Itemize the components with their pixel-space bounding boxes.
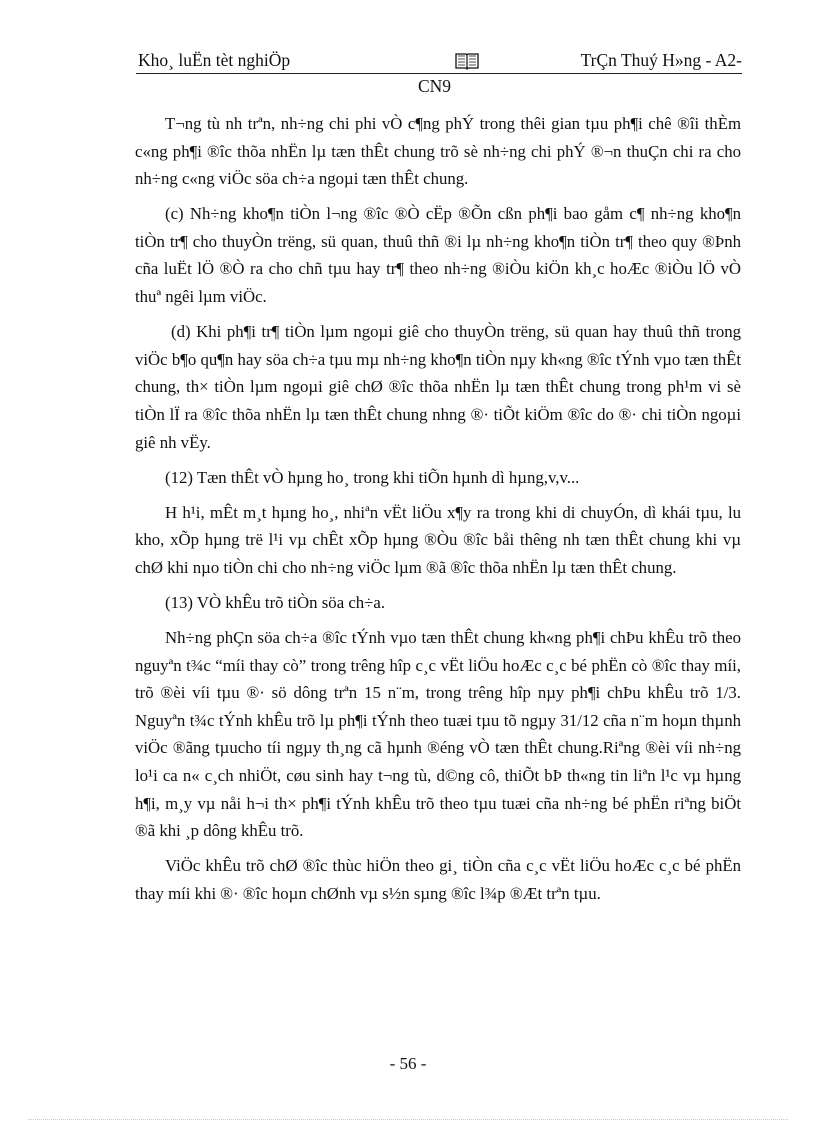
- header-thesis-title: Kho¸ luËn tèt nghiÖp: [138, 50, 291, 70]
- document-body: [135, 110, 741, 915]
- page-number: - 56 -: [389, 1054, 427, 1073]
- paragraph: H h¹i, mÊt m¸t hµng ho¸, nhiªn vËt liÖu x¶y ra trong khi di chuyÓn, dì khái tµu, lu kho, xÕp hµng trë l¹i vµ chÊt xÕp hµng ®Òu ®îc båi thêng nh tæn thÊt chung khi vµ chØ khi nµo tiÒn chi cho nh÷ng viÖc lµm ®ã ®îc thõa nhËn lµ tæn thÊt chung.: [135, 502, 741, 577]
- book-icon: [454, 51, 480, 71]
- paragraph: ViÖc khÊu trõ chØ ®îc thùc hiÖn theo gi¸ tiÒn cña c¸c vËt liÖu hoÆc c¸c bé phËn thay míi khi ®· ®îc hoµn chØnh vµ s½n sµng ®îc l¾p ®Æt trªn tµu.: [135, 856, 741, 903]
- paragraph: (c) Nh÷ng kho¶n tiÒn l¬ng ®îc ®Ò cËp ®Õn cßn ph¶i bao gåm c¶ nh÷ng kho¶n tiÒn tr¶ cho thuyÒn trëng, sü quan, thuû thñ ®i lµ nh÷ng kho¶n tiÒn tr¶ theo quy ®Þnh cña luËt lÖ ®Ò ra cho chñ tµu hay tr¶ theo nh÷ng ®iÒu kiÖn kh¸c hoÆc ®iÒu lÖ vÒ thuª ngêi lµm viÖc.: [135, 204, 741, 307]
- header-rule: [136, 73, 742, 74]
- paragraph: (d) Khi ph¶i tr¶ tiÒn lµm ngoµi giê cho thuyÒn trëng, sü quan hay thuû thñ trong viÖc b¶o qu¶n hay söa ch÷a tµu mµ nh÷ng kho¶n tiÒn nµy kh«ng ®îc tÝnh vµo tæn thÊt chung, th× tiÒn lµm ngoµi giê chØ ®îc thõa nhËn lµ tæn thÊt chung trong ph¹m vi sè tiÒn lÏ ra ®îc thõa nhËn lµ tæn thÊt chung nhng ®· tiÕt kiÖm ®îc do ®· chi tiÒn ngoµi giê nh vËy.: [135, 322, 741, 452]
- section-heading: (13) VÒ khÊu trõ tiÒn söa ch÷a.: [165, 593, 386, 612]
- page-header: [136, 50, 742, 74]
- page-bottom-divider: [28, 1119, 788, 1120]
- header-class-code: CN9: [418, 76, 452, 96]
- paragraph: Nh÷ng phÇn söa ch÷a ®îc tÝnh vµo tæn thÊt chung kh«ng ph¶i chÞu khÊu trõ theo nguyªn t¾c “míi thay cò” trong trêng hîp c¸c vËt liÖu hoÆc c¸c bé phËn cò ®îc thay míi, trõ ®èi víi tµu ®· sö dông trªn 15 n¨m, trong trêng hîp nµy ph¶i chÞu khÊu trõ 1/3. Nguyªn t¾c tÝnh khÊu trõ lµ ph¶i tÝnh theo tuæi tµu tõ ngµy 31/12 cña n¨m hoµn thµnh viÖc ®ãng tµucho tíi ngµy th¸ng cã hµnh ®éng vÒ tæn thÊt chung.Riªng ®èi víi nh÷ng lo¹i ca n« c¸ch nhiÖt, cøu sinh hay t¬ng tù, d©ng cô, thiÕt bÞ th«ng tin liªn l¹c vµ hµng h¶i, m¸y vµ nåi h¬i th× ph¶i tÝnh khÊu trõ theo tµu tuæi cña nh÷ng bé phËn riªng biÖt ®ã khi ¸p dông khÊu trõ.: [135, 628, 741, 841]
- header-author: TrÇn Thuý H»ng - A2-: [580, 50, 742, 70]
- section-heading: (12) Tæn thÊt vÒ hµng ho¸ trong khi tiÕn hµnh dì hµng,v,v...: [165, 467, 580, 487]
- paragraph: T¬ng tù nh trªn, nh÷ng chi phi vÒ c¶ng phÝ trong thêi gian tµu ph¶i chê ®îi thÈm c«ng ph¶i ®îc thõa nhËn lµ tæn thÊt chung trõ sè nh÷ng chi phÝ ®¬n thuÇn chi ra cho nh÷ng c«ng viÖc söa ch÷a ngoµi tæn thÊt chung.: [135, 114, 741, 189]
